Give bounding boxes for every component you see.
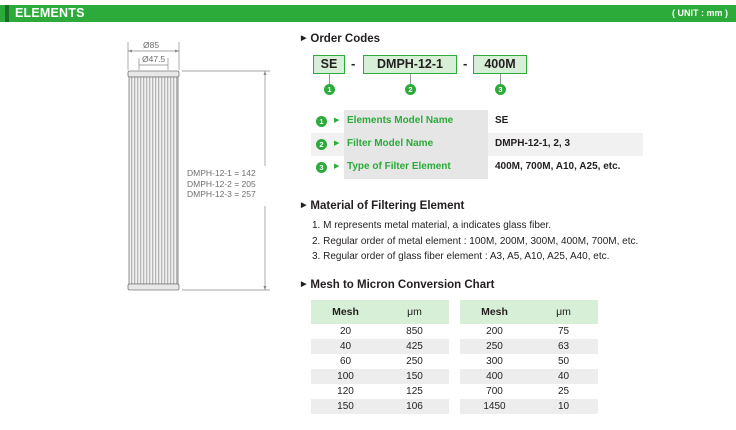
mesh-cell: 400 [460, 369, 529, 384]
table-row [311, 156, 643, 179]
list-item: 1. M represents metal material, a indicates glass fiber. [312, 220, 551, 231]
micron-cell: 150 [380, 369, 449, 384]
table-row [460, 399, 598, 414]
table-row [460, 384, 598, 399]
micron-cell: 25 [557, 386, 570, 397]
code-box-type: 400M [473, 55, 527, 74]
code-box-filter: DMPH-12-1 [363, 55, 457, 74]
number-badge: 3 [495, 84, 506, 95]
number-badge: 2 [405, 84, 416, 95]
header-title: ELEMENTS [15, 6, 85, 20]
table-row [311, 399, 449, 414]
table-row [460, 339, 598, 354]
mesh-cell: 1450 [460, 399, 529, 414]
inner-diameter-label: Ø47.5 [142, 54, 166, 64]
number-badge: 3 [316, 162, 327, 173]
mesh-cell: 250 [460, 339, 529, 354]
micron-header: μm [529, 300, 598, 324]
code-box-elements: SE [313, 55, 345, 74]
material-title: ▶ Material of Filtering Element [301, 200, 465, 212]
micron-header: μm [380, 300, 449, 324]
number-badge: 2 [316, 139, 327, 150]
micron-cell: 40 [529, 369, 598, 384]
table-row [460, 354, 598, 369]
length-item: DMPH-12-1 = 142 [187, 168, 256, 178]
mesh-cell: 20 [339, 326, 352, 337]
unit-label: ( UNIT : mm ) [672, 8, 728, 18]
code-dash: - [351, 56, 356, 71]
row-label: Elements Model Name [347, 115, 454, 126]
table-row [311, 369, 449, 384]
mesh-cell: 200 [486, 326, 503, 337]
mesh-cell: 700 [486, 386, 503, 397]
mesh-table-left [311, 300, 449, 414]
table-row [311, 354, 449, 369]
row-value: 400M, 700M, A10, A25, etc. [495, 161, 621, 172]
arrow-icon: ▶ [334, 163, 340, 170]
outer-diameter-label: Ø85 [143, 40, 160, 50]
micron-cell: 106 [380, 399, 449, 414]
row-value: SE [495, 115, 509, 126]
number-badge: 1 [316, 116, 327, 127]
micron-cell: 75 [557, 326, 570, 337]
mesh-chart-title: ▶ Mesh to Micron Conversion Chart [301, 279, 495, 291]
table-row [460, 324, 598, 339]
table-row [460, 369, 598, 384]
mesh-table-right [460, 300, 598, 414]
length-item: DMPH-12-2 = 205 [187, 178, 256, 189]
list-item: 3. Regular order of glass fiber element : A3, A5, A10, A25, A40, etc. [312, 251, 610, 262]
row-label: Type of Filter Element [347, 161, 451, 172]
connector-line [500, 74, 501, 84]
row-label: Filter Model Name [347, 138, 434, 149]
mesh-cell: 100 [311, 369, 380, 384]
table-row [311, 110, 643, 133]
micron-cell: 850 [406, 326, 423, 337]
table-row [311, 133, 643, 156]
material-list [312, 218, 638, 265]
number-badge: 1 [324, 84, 335, 95]
length-item: DMPH-12-3 = 257 [187, 189, 256, 199]
micron-cell: 63 [529, 339, 598, 354]
mesh-cell: 150 [311, 399, 380, 414]
mesh-header: Mesh [311, 300, 380, 324]
length-list [187, 168, 256, 200]
micron-cell: 50 [557, 356, 570, 367]
section-header [0, 5, 736, 22]
micron-cell: 425 [380, 339, 449, 354]
list-item: 2. Regular order of metal element : 100M, 200M, 300M, 400M, 700M, etc. [312, 235, 639, 247]
arrow-icon: ▶ [334, 140, 340, 147]
mesh-cell: 40 [311, 339, 380, 354]
table-row [311, 324, 449, 339]
mesh-header: Mesh [460, 300, 529, 324]
mesh-cell: 60 [339, 356, 352, 367]
mesh-cell: 120 [337, 386, 354, 397]
table-row [311, 384, 449, 399]
micron-cell: 10 [529, 399, 598, 414]
row-value: DMPH-12-1, 2, 3 [495, 138, 571, 149]
order-codes-title: ▶ Order Codes [301, 33, 381, 45]
micron-cell: 250 [406, 356, 423, 367]
connector-line [329, 74, 330, 84]
code-dash: - [463, 56, 468, 71]
micron-cell: 125 [406, 386, 423, 397]
order-code-table [311, 110, 643, 179]
table-row [311, 339, 449, 354]
connector-line [410, 74, 411, 84]
header-marker [5, 5, 9, 22]
mesh-cell: 300 [486, 356, 503, 367]
arrow-icon: ▶ [334, 117, 340, 124]
